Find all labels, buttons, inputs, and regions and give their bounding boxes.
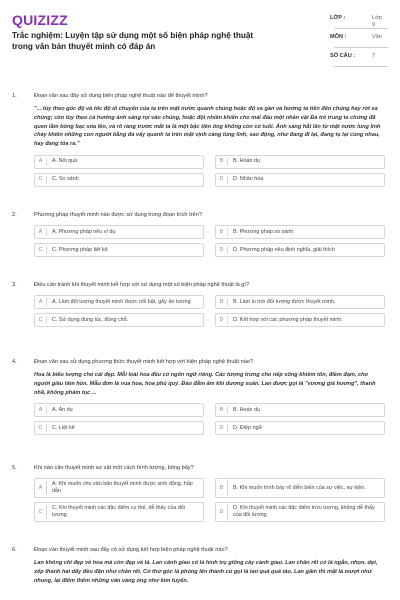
question-text: Khi nào cần thuyết minh sự vật một cách hình tượng, bóng bẩy?	[34, 465, 194, 471]
option-b[interactable]	[215, 155, 385, 169]
option-letter: C	[35, 316, 47, 324]
option-text: C. Phương pháp liệt kê	[52, 246, 108, 253]
option-c[interactable]	[34, 421, 204, 435]
page-title: Trắc nghiệm: Luyện tập sử dụng một số biện pháp nghệ thuật trong văn bản thuyết minh có đáp án	[12, 31, 254, 51]
option-text: C. Liệt kê	[52, 424, 75, 431]
option-b[interactable]	[215, 403, 385, 417]
question-3	[12, 281, 388, 327]
question-1	[12, 92, 388, 187]
options-grid	[34, 225, 384, 257]
option-c[interactable]	[34, 313, 204, 327]
meta-count	[330, 50, 388, 67]
options-grid	[34, 155, 384, 187]
option-text: D. Phương pháp nêu định nghĩa, giải thích	[233, 246, 335, 253]
meta-subject-label: MÔN :	[330, 34, 347, 40]
option-letter: A	[35, 158, 47, 166]
quizizz-logo: QUIZIZZ	[12, 12, 68, 28]
question-5	[12, 464, 388, 522]
question-passage: Lan không chỉ đẹp về hoa mà còn đẹp về lá. Lan cảnh giao có lá hình trụ giống cây cành giao. Lan chân rết có lá ngắn, nhọn, dẹt, xếp thành hai dãy đều đặn như chân rết. Có thứ góc là phòng lên thành cù gọi là lan quả quả táo. Lan gấm thì mặt lá mượt như nhung, lại điểm thêm những vân vàng óng như kim tuyến.	[34, 560, 378, 584]
meta-subject	[330, 31, 388, 48]
option-text: A. Nói quá	[52, 158, 78, 165]
question-passage: "... tùy theo góc độ và tốc độ di chuyển của ta trên mặt nước quanh chúng hoặc độ xa gần và hướng ta tiến đến chúng hay rời xa chúng; còn tùy theo cả hướng ánh sáng rọi vào chúng, hoặc đột nhiên khiến cho mái đầu một nhân vật Đá trẻ trung ta chứng đã quen lắm bỏng bạc xóa lên, và rõ ràng trước mắt ta là một bậc tiên ông khổng còn có tuổi. Ảnh sáng hắt lên từ mặt nước lung linh chảy khiến những con người bằng đá vây quanh ta trên mặt vịnh càng lung linh, sao động, như đang đi lại, đang tụ lại cùng nhau, hay đang tỏa ra."	[34, 106, 381, 148]
option-text: D. Nhân hóa	[233, 176, 264, 183]
option-d[interactable]	[215, 313, 385, 327]
option-letter: D	[216, 316, 228, 324]
question-text: Phương pháp thuyết minh nào được sử dụng trong đoạn trích trên?	[34, 212, 202, 218]
question-number: 1.	[12, 93, 17, 99]
option-d[interactable]	[215, 243, 385, 257]
option-letter: B	[216, 406, 228, 414]
option-c[interactable]	[34, 173, 204, 187]
option-text: D. Điệp ngữ	[233, 424, 263, 431]
meta-subject-value: Văn	[372, 34, 382, 40]
option-text: A. Phương pháp nêu ví dụ	[52, 228, 116, 235]
option-letter: C	[35, 505, 47, 519]
question-6	[12, 546, 388, 585]
options-grid	[34, 295, 384, 327]
option-letter: B	[216, 481, 228, 495]
option-letter: D	[216, 424, 228, 432]
option-a[interactable]	[34, 295, 204, 309]
option-a[interactable]	[34, 225, 204, 239]
option-text: C. So sánh	[52, 176, 79, 183]
option-letter: C	[35, 424, 47, 432]
option-c[interactable]	[34, 502, 204, 522]
option-letter: A	[35, 298, 47, 306]
option-letter: A	[35, 228, 47, 236]
option-d[interactable]	[215, 421, 385, 435]
option-a[interactable]	[34, 478, 204, 498]
option-letter: B	[216, 228, 228, 236]
option-text: B. Làm lu mờ đối tượng được thuyết minh.	[233, 298, 336, 305]
option-d[interactable]	[215, 173, 385, 187]
option-letter: D	[216, 505, 228, 519]
meta-panel	[330, 12, 388, 67]
option-text: C. Sử dụng đúng lúc, đúng chỗ.	[52, 316, 129, 323]
question-4	[12, 358, 388, 435]
question-text: Đoạn văn thuyết minh sau đây có sử dụng kết hợp biện pháp nghệ thuật nào?	[34, 547, 228, 553]
option-c[interactable]	[34, 243, 204, 257]
meta-count-label: SỐ CÂU :	[330, 53, 356, 59]
option-b[interactable]	[215, 295, 385, 309]
option-text: A. Ẩn dụ	[52, 406, 73, 413]
question-text: Đoạn văn sau sử dụng phương thức thuyết minh kết hợp với biện pháp nghệ thuật nào?	[34, 359, 254, 365]
option-letter: D	[216, 176, 228, 184]
option-d[interactable]	[215, 502, 385, 522]
option-letter: A	[35, 481, 47, 495]
option-text: D. Khi thuyết minh các đặc điểm trừu tượng, không dễ thấy của đối tượng.	[233, 505, 375, 518]
meta-grade-value: Lớp 9	[372, 15, 382, 28]
option-letter: D	[216, 246, 228, 254]
option-text: B. Hoán dụ	[233, 406, 260, 413]
meta-count-value: 7	[372, 53, 376, 59]
option-letter: B	[216, 298, 228, 306]
question-number: 6.	[12, 547, 17, 553]
option-text: C. Khi thuyết minh các đặc điểm cụ thể, dễ thấy của đối tượng.	[52, 505, 186, 518]
option-text: A. Làm đối tượng thuyết minh được nổi bật, gây ấn tượng	[52, 298, 191, 305]
option-b[interactable]	[215, 478, 385, 498]
option-text: A. Khi muốn cho văn bản thuyết minh được sinh động, hấp dẫn	[52, 481, 193, 494]
options-grid	[34, 478, 384, 522]
option-text: B. Khi muốn trình bày rõ diễn biến của sự việc, sự kiện.	[233, 484, 366, 491]
option-a[interactable]	[34, 155, 204, 169]
question-text: Đoạn văn sau đây sử dụng biện pháp nghệ thuật nào để thuyết minh?	[34, 93, 208, 99]
meta-grade-label: LỚP :	[330, 15, 346, 21]
question-text: Điều cần tránh khi thuyết minh kết hợp với sử dụng một số biện pháp nghệ thuật là gì?	[34, 282, 250, 288]
question-passage: Hoa là biểu tượng cho cái đẹp. Mỗi loài hoa đều có ngôn ngữ riêng. Các tượng trưng cho nếp sống khiêm tốn, điềm đạm, cho người giàu tâm hồn. Mẫu đơn là vua hoa, hoa phú quý. Đào đằm ấm khi dương xuân. Lan được gọi là "vương giả hương", thanh nhã, không phàm tục ...	[34, 372, 376, 396]
options-grid	[34, 403, 384, 435]
question-number: 2.	[12, 212, 17, 218]
option-letter: A	[35, 406, 47, 414]
meta-grade	[330, 12, 388, 29]
question-number: 3.	[12, 282, 17, 288]
question-number: 4.	[12, 359, 17, 365]
option-text: D. Kết hợp với các phương pháp thuyết minh.	[233, 316, 343, 323]
option-text: B. Hoán dụ	[233, 158, 260, 165]
option-letter: C	[35, 176, 47, 184]
option-letter: C	[35, 246, 47, 254]
option-b[interactable]	[215, 225, 385, 239]
option-a[interactable]	[34, 403, 204, 417]
question-2	[12, 211, 388, 257]
option-text: B. Phương pháp so sánh	[233, 228, 294, 235]
option-letter: B	[216, 158, 228, 166]
question-number: 5.	[12, 465, 17, 471]
